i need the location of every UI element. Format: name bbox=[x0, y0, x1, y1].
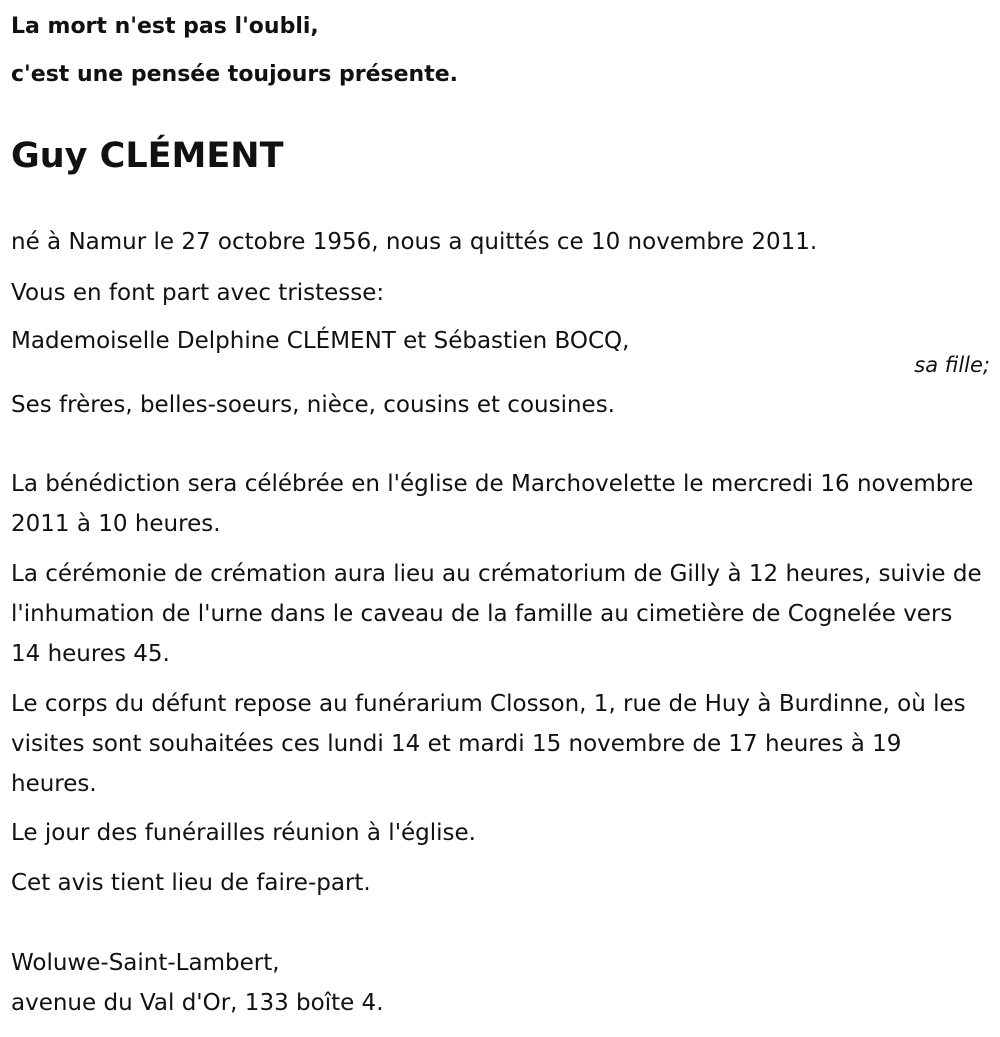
announcement-intro: Vous en font part avec tristesse: bbox=[11, 280, 385, 306]
meeting-line: Le jour des funérailles réunion à l'église. bbox=[11, 820, 476, 846]
notice-line: Cet avis tient lieu de faire-part. bbox=[11, 870, 371, 896]
epigraph-line-2: c'est une pensée toujours présente. bbox=[11, 62, 459, 87]
address-city: Woluwe-Saint-Lambert, bbox=[11, 950, 280, 976]
blessing-paragraph: La bénédiction sera célébrée en l'église de Marchovelette le mercredi 16 novembre 2011 à 10 heures. bbox=[11, 471, 974, 537]
deceased-name: Guy CLÉMENT bbox=[11, 136, 284, 176]
family-member-daughter: Mademoiselle Delphine CLÉMENT et Sébastien BOCQ, bbox=[11, 328, 630, 354]
address-street: avenue du Val d'Or, 133 boîte 4. bbox=[11, 990, 384, 1016]
family-relation-label: sa fille; bbox=[914, 353, 990, 377]
epigraph-line-1: La mort n'est pas l'oubli, bbox=[11, 14, 319, 39]
cremation-paragraph: La cérémonie de crémation aura lieu au crématorium de Gilly à 12 heures, suivie de l'inhumation de l'urne dans le caveau de la famille au cimetière de Cognelée vers 14 heures 45. bbox=[11, 561, 982, 667]
family-member-siblings: Ses frères, belles-soeurs, nièce, cousins et cousines. bbox=[11, 392, 615, 418]
birth-death-line: né à Namur le 27 octobre 1956, nous a quittés ce 10 novembre 2011. bbox=[11, 229, 818, 255]
viewing-paragraph: Le corps du défunt repose au funérarium Closson, 1, rue de Huy à Burdinne, où les visites sont souhaitées ces lundi 14 et mardi 15 novembre de 17 heures à 19 heures. bbox=[11, 691, 966, 797]
